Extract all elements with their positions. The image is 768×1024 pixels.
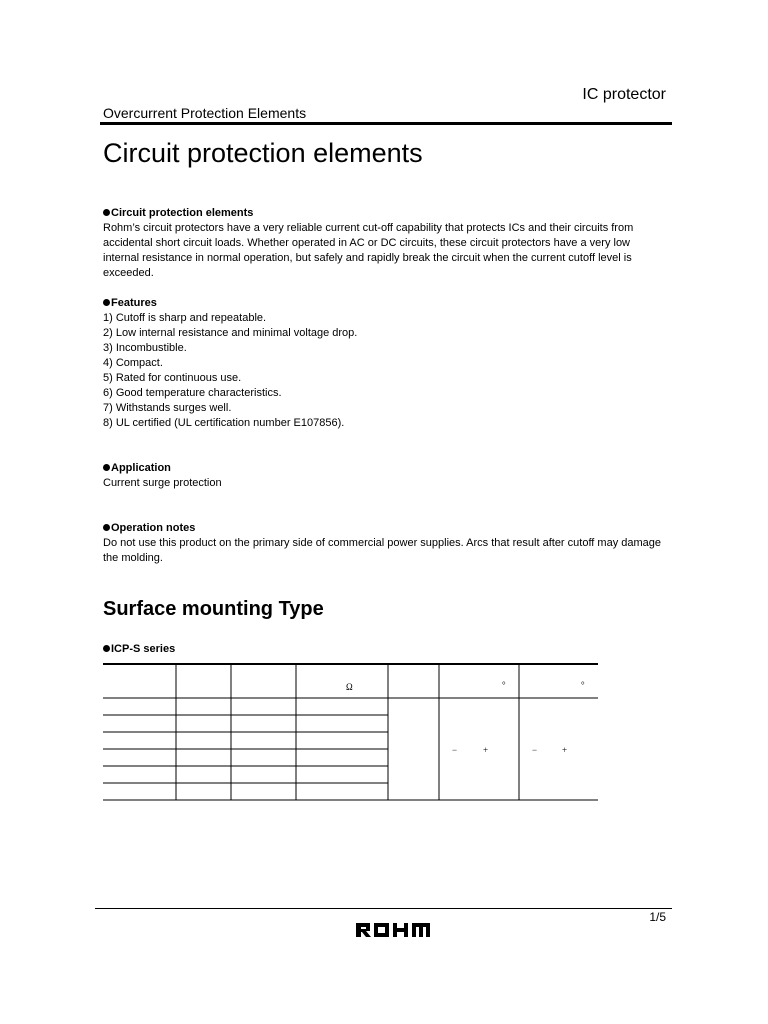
intro-heading: Circuit protection elements xyxy=(103,206,668,221)
minus-symbol: − xyxy=(452,745,458,755)
application-text: Current surge protection xyxy=(103,477,222,489)
feature-item: 7) Withstands surges well. xyxy=(103,402,232,414)
feature-item: 5) Rated for continuous use. xyxy=(103,372,242,384)
operation-notes-text: Do not use this product on the primary side of commercial power supplies. Arcs that result after cutoff may damage the molding. xyxy=(103,537,662,564)
product-name: IC protector xyxy=(582,86,666,103)
plus-symbol: + xyxy=(483,745,489,755)
feature-item: 4) Compact. xyxy=(103,357,163,369)
plus-symbol: + xyxy=(562,745,568,755)
page-number: 1/5 xyxy=(649,910,666,924)
features-heading: Features xyxy=(103,296,668,311)
application-heading: Application xyxy=(103,461,668,476)
degree-symbol: ° xyxy=(581,680,585,690)
category-label: Overcurrent Protection Elements xyxy=(103,105,307,121)
minus-symbol: − xyxy=(532,745,538,755)
operation-notes-heading: Operation notes xyxy=(103,521,668,536)
footer-divider xyxy=(95,908,672,909)
intro-text: Rohm’s circuit protectors have a very reliable current cut-off capability that protects ICs and their circuits from accidental short circuit loads. Whether operated in AC or DC circuits, these circuit protectors have a very low internal resistance in normal operation, but safely and rapidly break the circuit when the current cutoff level is exceeded. xyxy=(103,222,634,279)
page-title: Circuit protection elements xyxy=(103,138,423,168)
feature-item: 2) Low internal resistance and minimal voltage drop. xyxy=(103,327,358,339)
feature-item: 1) Cutoff is sharp and repeatable. xyxy=(103,312,267,324)
rohm-logo xyxy=(355,919,431,941)
feature-item: 6) Good temperature characteristics. xyxy=(103,387,282,399)
surface-mount-title: Surface mounting Type xyxy=(103,598,324,620)
feature-item: 8) UL certified (UL certification number E107856). xyxy=(103,417,345,429)
ohm-symbol: Ω xyxy=(346,682,353,692)
degree-symbol: ° xyxy=(502,680,506,690)
feature-item: 3) Incombustible. xyxy=(103,342,187,354)
series-label: ICP-S series xyxy=(103,643,175,655)
